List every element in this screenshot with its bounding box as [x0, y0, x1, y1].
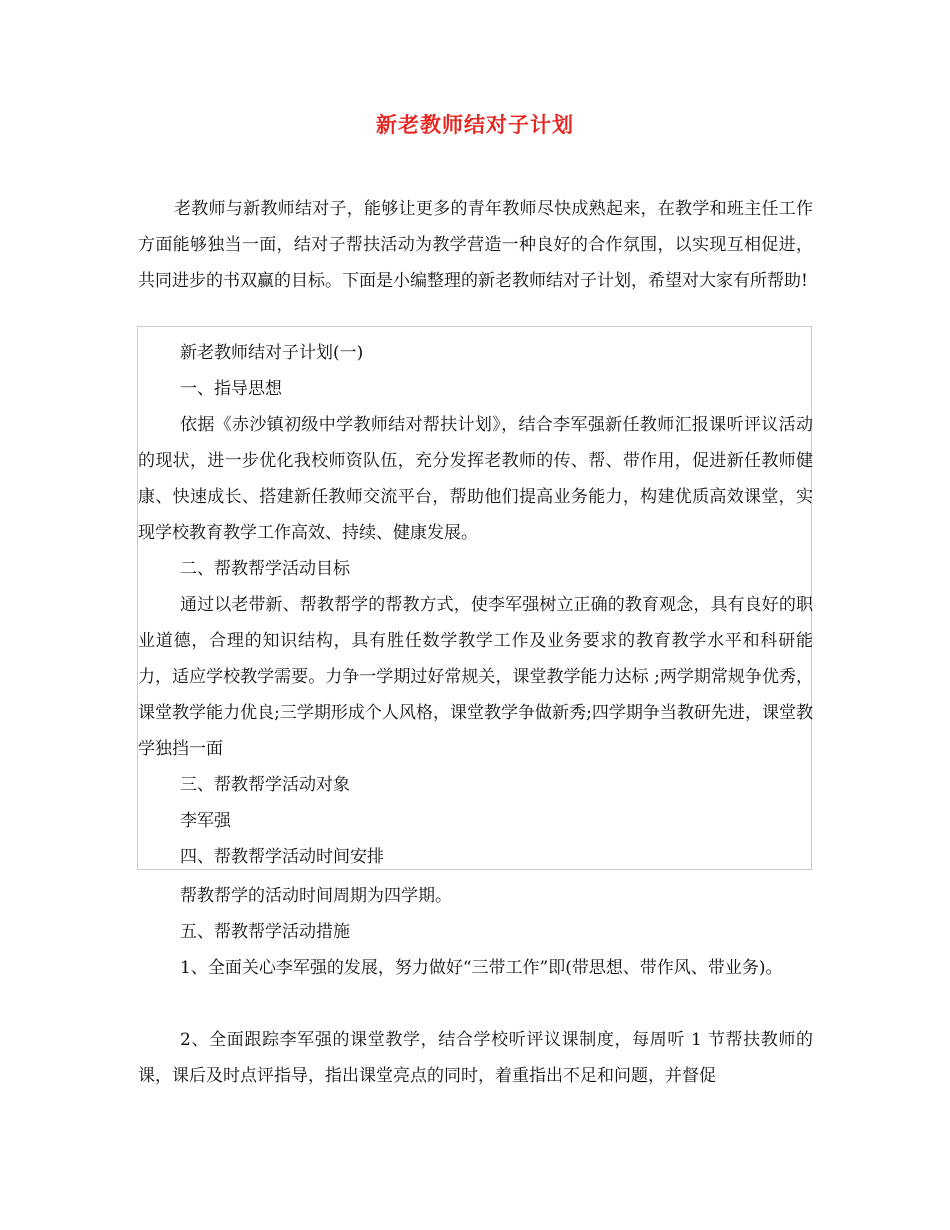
section4-body: 帮教帮学的活动时间周期为四学期。	[180, 886, 452, 906]
section3-heading: 三、帮教帮学活动对象	[180, 775, 350, 795]
intro-paragraph: 老教师与新教师结对子，能够让更多的青年教师尽快成熟起来，在教学和班主任工作方面能够独当一面，结对子帮扶活动为教学营造一种良好的合作氛围，以实现互相促进，共同进步的书双赢的目标。下面是小编整理的新老教师结对子计划，希望对大家有所帮助!	[138, 199, 813, 291]
section2-body: 通过以老带新、帮教帮学的帮教方式，使李军强树立正确的教育观念，具有良好的职业道德，合理的知识结构，具有胜任数学教学工作及业务要求的教育教学水平和科研能力，适应学校教学需要。力争一学期过好常规关，课堂教学能力达标 ;两学期常规争优秀，课堂教学能力优良;三学期形成个人风格，课堂教学争做新秀;四学期争当教研先进，课堂教学独挡一面	[138, 595, 813, 759]
plan-heading: 新老教师结对子计划(一)	[180, 343, 364, 363]
measure-2: 2、全面跟踪李军强的课堂教学，结合学校听评议课制度，每周听 1 节帮扶教师的课，课后及时点评指导，指出课堂亮点的同时，着重指出不足和问题，并督促	[138, 1030, 813, 1086]
section2-heading: 二、帮教帮学活动目标	[180, 559, 350, 579]
measure-1: 1、全面关心李军强的发展，努力做好“三带工作”即(带思想、带作风、带业务)。	[180, 958, 783, 978]
section3-body: 李军强	[180, 811, 231, 831]
section1-body: 依据《赤沙镇初级中学教师结对帮扶计划》，结合李军强新任教师汇报课听评议活动的现状，进一步优化我校师资队伍，充分发挥老教师的传、帮、带作用，促进新任教师健康、快速成长、搭建新任教师交流平台，帮助他们提高业务能力，构建优质高效课堂，实现学校教育教学工作高效、持续、健康发展。	[138, 415, 813, 543]
section4-heading: 四、帮教帮学活动时间安排	[180, 847, 384, 867]
document-title: 新老教师结对子计划	[376, 112, 574, 137]
section1-heading: 一、指导思想	[180, 379, 282, 399]
section5-heading: 五、帮教帮学活动措施	[180, 922, 350, 942]
